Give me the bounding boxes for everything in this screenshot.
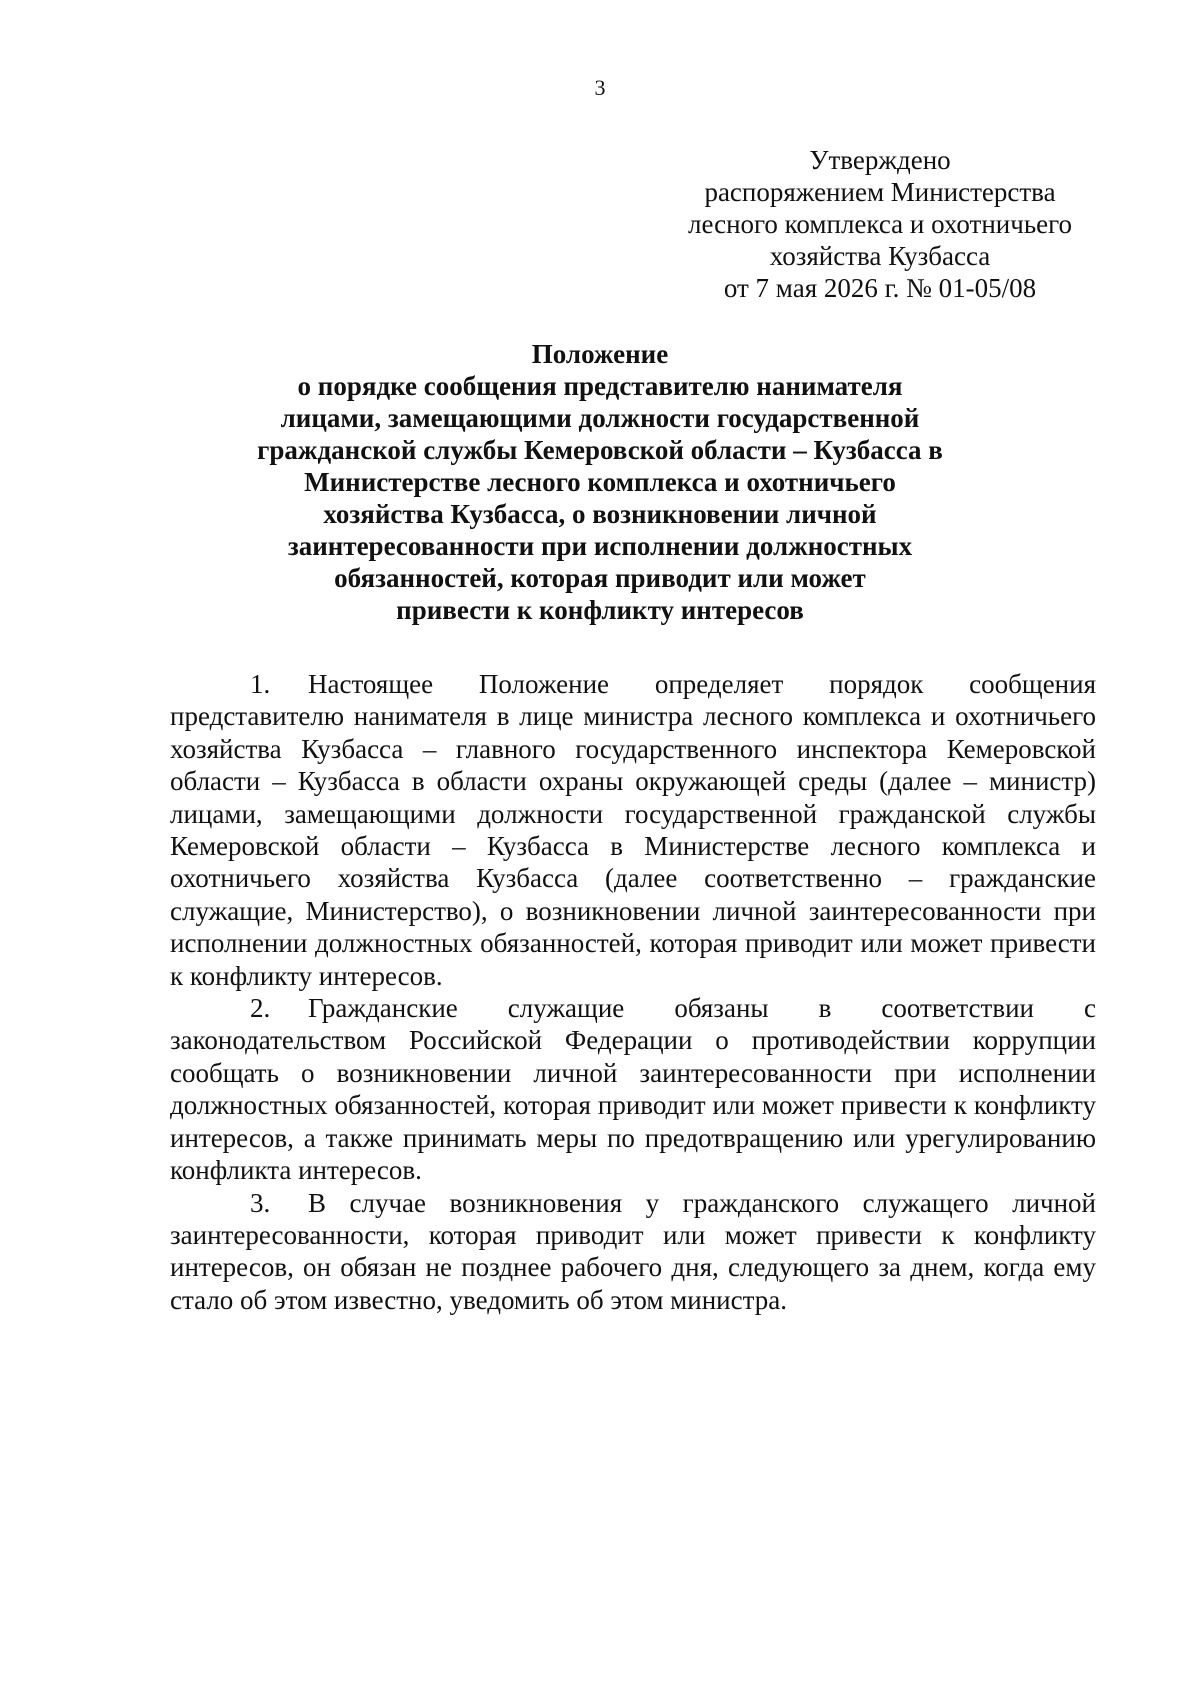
document-title (170, 338, 1030, 626)
title-line: привести к конфликту интересов (396, 595, 804, 625)
paragraph-text: В случае возникновения у гражданского служащего личной заинтересованности, которая приводит или может привести к конфликту интересов, он обязан не позднее рабочего дня, следующего за днем, когда ему стало об этом известно, уведомить об этом министра. (170, 1187, 1096, 1315)
title-line: лицами, замещающими должности государственной (280, 403, 920, 433)
paragraph-3 (170, 1187, 1096, 1317)
page-number: 3 (594, 75, 606, 100)
title-line: обязанностей, которая приводит или может (334, 563, 866, 593)
title-line: хозяйства Кузбасса, о возникновении личной (323, 499, 877, 529)
title-line: Министерстве лесного комплекса и охотничьего (304, 467, 896, 497)
title-line: заинтересованности при исполнении должностных (287, 531, 913, 561)
paragraph-2 (170, 992, 1096, 1186)
paragraph-text: Настоящее Положение определяет порядок сообщения представителю нанимателя в лице министра лесного комплекса и охотничьего хозяйства Кузбасса – главного государственного инспектора Кемеровской области – Кузбасса в области охраны окружающей среды (далее – министр) лицами, замещающими должности государственной гражданской службы Кемеровской области – Кузбасса в Министерстве лесного комплекса и охотничьего хозяйства Кузбасса (далее соответственно – гражданские служащие, Министерство), о возникновении личной заинтересованности при исполнении должностных обязанностей, которая приводит или может привести к конфликту интересов. (170, 669, 1096, 991)
approval-line: лесного комплекса и охотничьего (687, 209, 1073, 239)
approval-line: хозяйства Кузбасса (769, 241, 991, 271)
paragraph-number: 2. (250, 993, 271, 1024)
paragraph-1 (170, 668, 1096, 992)
title-line: гражданской службы Кемеровской области – Кузбасса в (257, 435, 943, 465)
title-line: Положение (531, 339, 669, 369)
approval-line: Утверждено (809, 145, 951, 175)
approval-date-line: от 7 мая 2026 г. № 01-05/08 (723, 273, 1037, 303)
document-body (170, 668, 1096, 1316)
title-line: о порядке сообщения представителю нанимателя (297, 371, 903, 401)
approval-stamp (660, 144, 1100, 304)
approval-line: распоряжением Министерства (704, 177, 1056, 207)
paragraph-number: 1. (250, 669, 271, 699)
paragraph-text: Гражданские служащие обязаны в соответствии с законодательством Российской Федерации о противодействии коррупции сообщать о возникновении личной заинтересованности при исполнении должностных обязанностей, которая приводит или может привести к конфликту интересов, а также принимать меры по предотвращению или урегулированию конфликта интересов. (170, 993, 1096, 1186)
paragraph-number: 3. (250, 1187, 271, 1218)
